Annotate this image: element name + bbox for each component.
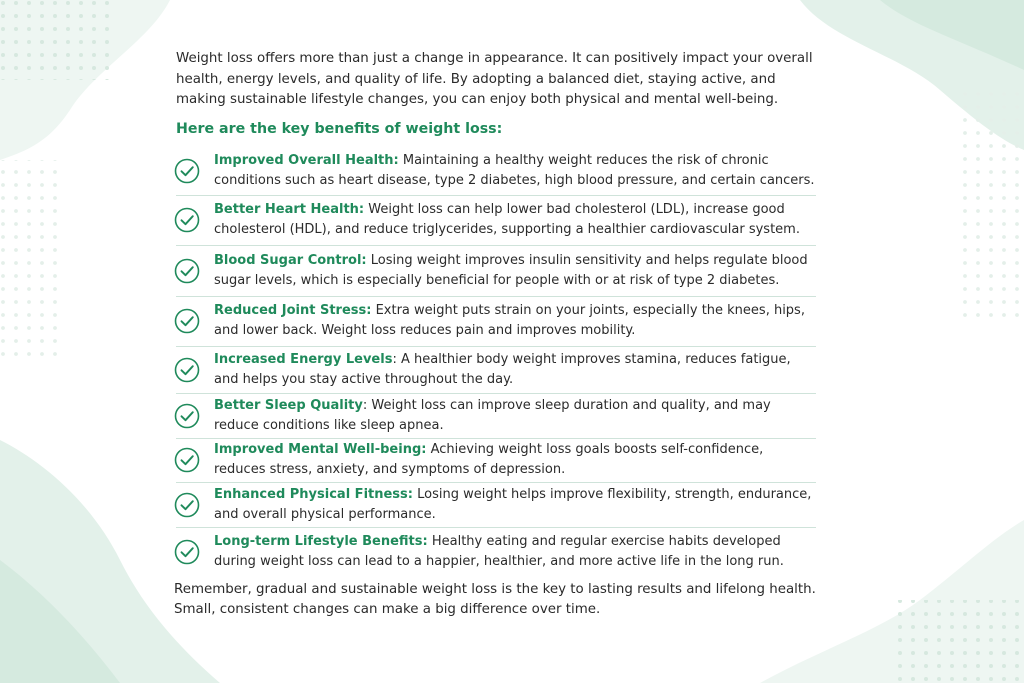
benefit-title: Improved Overall Health: <box>214 152 399 168</box>
check-circle-icon <box>174 158 200 184</box>
benefit-title: Better Heart Health: <box>214 202 365 217</box>
benefit-description: : Weight loss can improve sleep duration and quality, and may reduce conditions like sleep apnea. <box>214 397 771 433</box>
benefits-heading: Here are the key benefits of weight loss: <box>176 120 503 137</box>
check-circle-icon <box>174 308 200 334</box>
check-circle-icon <box>174 447 200 473</box>
list-item <box>176 297 816 347</box>
dots-top-left <box>0 0 110 80</box>
benefit-title: Improved Mental Well-being: <box>214 442 427 457</box>
list-item <box>176 196 816 246</box>
benefit-title: Blood Sugar Control: <box>214 252 367 268</box>
list-item <box>176 528 816 576</box>
benefit-title: Reduced Joint Stress: <box>214 303 372 318</box>
check-circle-icon <box>174 207 200 233</box>
benefit-title: Long-term Lifestyle Benefits: <box>214 533 428 549</box>
list-item <box>176 483 816 528</box>
check-circle-icon <box>174 539 200 565</box>
benefit-title: Better Sleep Quality <box>214 397 363 413</box>
benefit-description: : A healthier body weight improves stamina, reduces fatigue, and helps you stay active throughout the day. <box>214 351 791 387</box>
dots-right <box>960 90 1024 320</box>
article <box>176 49 816 621</box>
benefit-description: Losing weight helps improve flexibility, strength, endurance, and overall physical performance. <box>214 486 812 522</box>
list-item <box>176 439 816 483</box>
list-item <box>176 347 816 394</box>
closing-paragraph: Remember, gradual and sustainable weight loss is the key to lasting results and lifelong health. Small, consistent changes can make a big difference over time. <box>174 581 816 617</box>
dots-bottom-right <box>890 600 1024 683</box>
check-circle-icon <box>174 357 200 383</box>
benefit-description: Extra weight puts strain on your joints, especially the knees, hips, and lower back. Weight loss reduces pain and improves mobility. <box>214 303 805 338</box>
benefit-description: Achieving weight loss goals boosts self-confidence, reduces stress, anxiety, and symptoms of depression. <box>214 442 764 477</box>
dots-left <box>0 160 60 360</box>
list-item <box>176 246 816 297</box>
benefit-description: Losing weight improves insulin sensitivity and helps regulate blood sugar levels, which is especially beneficial for people with or at risk of type 2 diabetes. <box>214 252 808 288</box>
check-circle-icon <box>174 492 200 518</box>
benefits-list <box>176 147 816 576</box>
intro-paragraph: Weight loss offers more than just a change in appearance. It can positively impact your overall health, energy levels, and quality of life. By adopting a balanced diet, staying active, and making sustainable lifestyle changes, you can enjoy both physical and mental well-being. <box>176 51 813 107</box>
list-item <box>176 394 816 439</box>
benefit-description: Maintaining a healthy weight reduces the risk of chronic conditions such as heart disease, type 2 diabetes, high blood pressure, and certain cancers. <box>214 152 815 188</box>
benefit-title: Increased Energy Levels <box>214 351 393 367</box>
check-circle-icon <box>174 403 200 429</box>
benefit-title: Enhanced Physical Fitness: <box>214 486 413 502</box>
benefit-description: Weight loss can help lower bad cholesterol (LDL), increase good cholesterol (HDL), and reduce triglycerides, supporting a healthier cardiovascular system. <box>214 202 800 237</box>
list-item <box>176 147 816 196</box>
benefit-description: Healthy eating and regular exercise habits developed during weight loss can lead to a happier, healthier, and more active life in the long run. <box>214 533 784 569</box>
check-circle-icon <box>174 258 200 284</box>
